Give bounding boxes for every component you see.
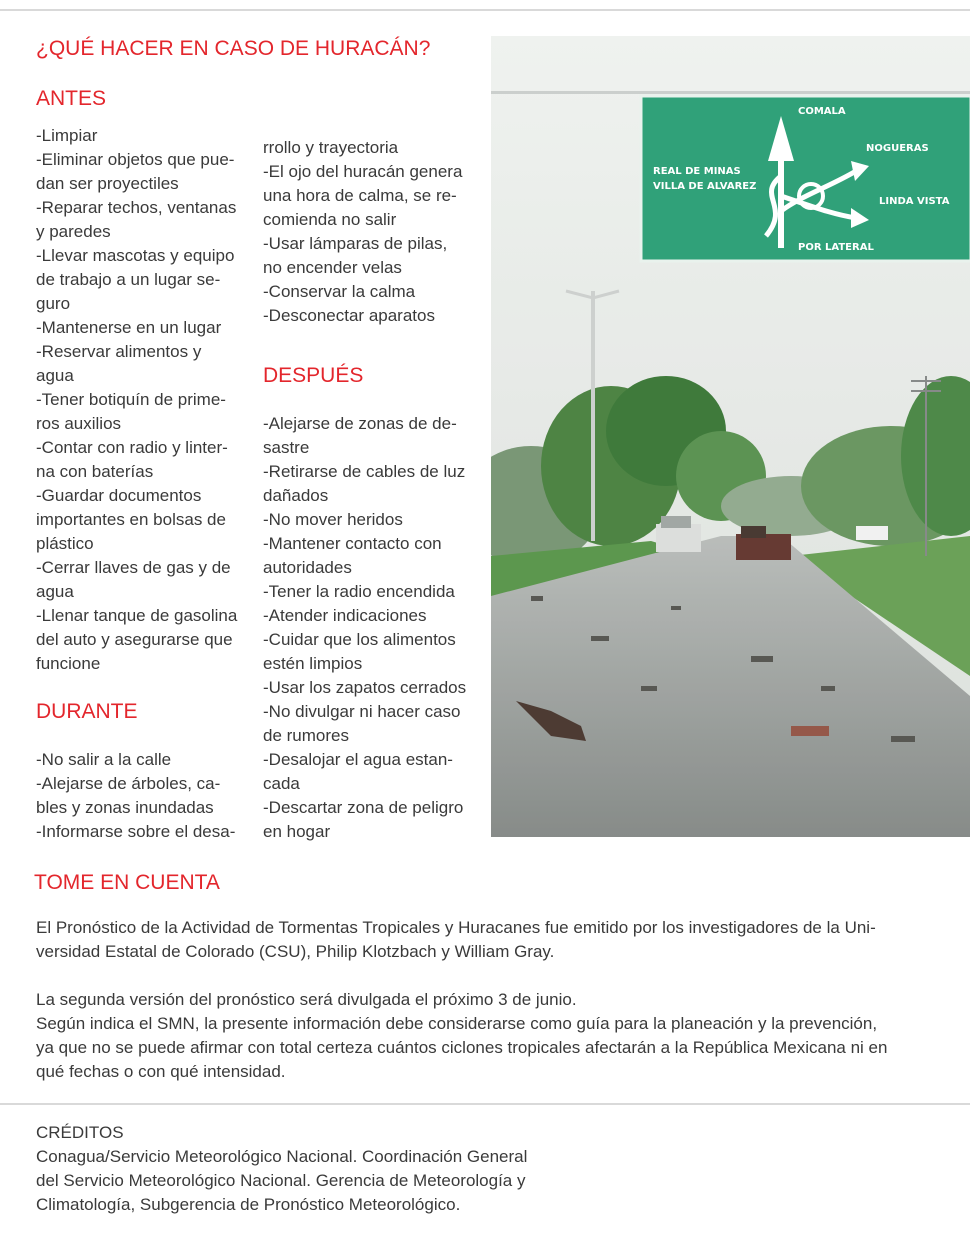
list-item: guro bbox=[36, 294, 71, 313]
text-line: qué fechas o con qué intensidad. bbox=[36, 1062, 286, 1081]
list-item: -Desconectar aparatos bbox=[263, 306, 435, 325]
list-item: de rumores bbox=[263, 726, 349, 745]
list-item: ros auxilios bbox=[36, 414, 122, 433]
list-item: -Guardar documentos bbox=[36, 486, 202, 505]
tome-en-cuenta-paragraph-1 bbox=[36, 916, 936, 964]
list-item: -Tener la radio encendida bbox=[263, 582, 455, 601]
text-line: versidad Estatal de Colorado (CSU), Philip Klotzbach y William Gray. bbox=[36, 942, 555, 961]
list-item: -El ojo del huracán genera bbox=[263, 162, 463, 181]
durante-list-col2 bbox=[263, 136, 485, 328]
antes-heading: ANTES bbox=[36, 87, 107, 110]
list-item: -Alejarse de zonas de de- bbox=[263, 414, 457, 433]
text-line: del Servicio Meteorológico Nacional. Gerencia de Meteorología y bbox=[36, 1171, 526, 1190]
rain-haze bbox=[491, 36, 970, 837]
sign-text-right-upper: NOGUERAS bbox=[866, 143, 929, 154]
list-item: dañados bbox=[263, 486, 329, 505]
list-item: na con baterías bbox=[36, 462, 154, 481]
durante-heading: DURANTE bbox=[36, 700, 138, 723]
list-item: -Contar con radio y linter- bbox=[36, 438, 228, 457]
list-item: autoridades bbox=[263, 558, 352, 577]
credits-text bbox=[36, 1145, 576, 1217]
list-item: -Cuidar que los alimentos bbox=[263, 630, 456, 649]
list-item: del auto y asegurarse que bbox=[36, 630, 233, 649]
list-item: -Informarse sobre el desa- bbox=[36, 822, 236, 841]
list-item: bles y zonas inundadas bbox=[36, 798, 214, 817]
list-item: de trabajo a un lugar se- bbox=[36, 270, 221, 289]
durante-list-col1 bbox=[36, 748, 256, 844]
list-item: en hogar bbox=[263, 822, 331, 841]
antes-list bbox=[36, 124, 256, 676]
list-item: agua bbox=[36, 366, 74, 385]
list-item: agua bbox=[36, 582, 74, 601]
text-line: ya que no se puede afirmar con total certeza cuántos ciclones tropicales afectarán a la República Mexicana ni en bbox=[36, 1038, 888, 1057]
despues-list bbox=[263, 412, 485, 844]
list-item: y paredes bbox=[36, 222, 111, 241]
sign-text-left-2: VILLA DE ALVAREZ bbox=[653, 181, 757, 192]
list-item: dan ser proyectiles bbox=[36, 174, 179, 193]
list-item: -Desalojar el agua estan- bbox=[263, 750, 453, 769]
text-line: Según indica el SMN, la presente información debe considerarse como guía para la planeación y la prevención, bbox=[36, 1014, 878, 1033]
text-line: Conagua/Servicio Meteorológico Nacional. Coordinación General bbox=[36, 1147, 528, 1166]
credits-heading: CRÉDITOS bbox=[36, 1123, 124, 1142]
list-item: -Alejarse de árboles, ca- bbox=[36, 774, 221, 793]
text-line: Climatología, Subgerencia de Pronóstico Meteorológico. bbox=[36, 1195, 461, 1214]
list-item: -Llenar tanque de gasolina bbox=[36, 606, 238, 625]
page-title: ¿QUÉ HACER EN CASO DE HURACÁN? bbox=[36, 37, 431, 60]
list-item: -Eliminar objetos que pue- bbox=[36, 150, 235, 169]
tome-en-cuenta-heading: TOME EN CUENTA bbox=[34, 871, 220, 894]
list-item: sastre bbox=[263, 438, 310, 457]
sign-text-right-lower: LINDA VISTA bbox=[879, 196, 950, 207]
list-item: funcione bbox=[36, 654, 101, 673]
list-item: -No salir a la calle bbox=[36, 750, 172, 769]
list-item: -Tener botiquín de prime- bbox=[36, 390, 226, 409]
list-item: cada bbox=[263, 774, 300, 793]
top-divider bbox=[0, 9, 970, 11]
list-item: rrollo y trayectoria bbox=[263, 138, 399, 157]
list-item: -Mantenerse en un lugar bbox=[36, 318, 222, 337]
sign-text-top: COMALA bbox=[798, 106, 846, 117]
list-item: -Reservar alimentos y bbox=[36, 342, 202, 361]
despues-heading: DESPUÉS bbox=[263, 364, 364, 387]
list-item: -Conservar la calma bbox=[263, 282, 416, 301]
tome-en-cuenta-paragraph-2 bbox=[36, 988, 936, 1084]
list-item: -No divulgar ni hacer caso bbox=[263, 702, 461, 721]
list-item: comienda no salir bbox=[263, 210, 397, 229]
list-item: -Reparar techos, ventanas bbox=[36, 198, 237, 217]
list-item: -No mover heridos bbox=[263, 510, 403, 529]
list-item: una hora de calma, se re- bbox=[263, 186, 457, 205]
list-item: -Usar los zapatos cerrados bbox=[263, 678, 467, 697]
hurricane-road-photo bbox=[491, 36, 970, 837]
bottom-divider bbox=[0, 1103, 970, 1105]
list-item: -Cerrar llaves de gas y de bbox=[36, 558, 231, 577]
list-item: -Limpiar bbox=[36, 126, 98, 145]
list-item: -Descartar zona de peligro bbox=[263, 798, 464, 817]
list-item: plástico bbox=[36, 534, 94, 553]
sign-text-left-1: REAL DE MINAS bbox=[653, 166, 741, 177]
sign-text-bottom: POR LATERAL bbox=[798, 242, 874, 253]
list-item: -Retirarse de cables de luz bbox=[263, 462, 466, 481]
list-item: -Usar lámparas de pilas, bbox=[263, 234, 448, 253]
text-line: La segunda versión del pronóstico será divulgada el próximo 3 de junio. bbox=[36, 990, 577, 1009]
list-item: importantes en bolsas de bbox=[36, 510, 226, 529]
list-item: no encender velas bbox=[263, 258, 402, 277]
text-line: El Pronóstico de la Actividad de Tormentas Tropicales y Huracanes fue emitido por los investigadores de la Uni- bbox=[36, 918, 876, 937]
list-item: -Mantener contacto con bbox=[263, 534, 442, 553]
list-item: -Atender indicaciones bbox=[263, 606, 427, 625]
list-item: estén limpios bbox=[263, 654, 363, 673]
list-item: -Llevar mascotas y equipo bbox=[36, 246, 235, 265]
